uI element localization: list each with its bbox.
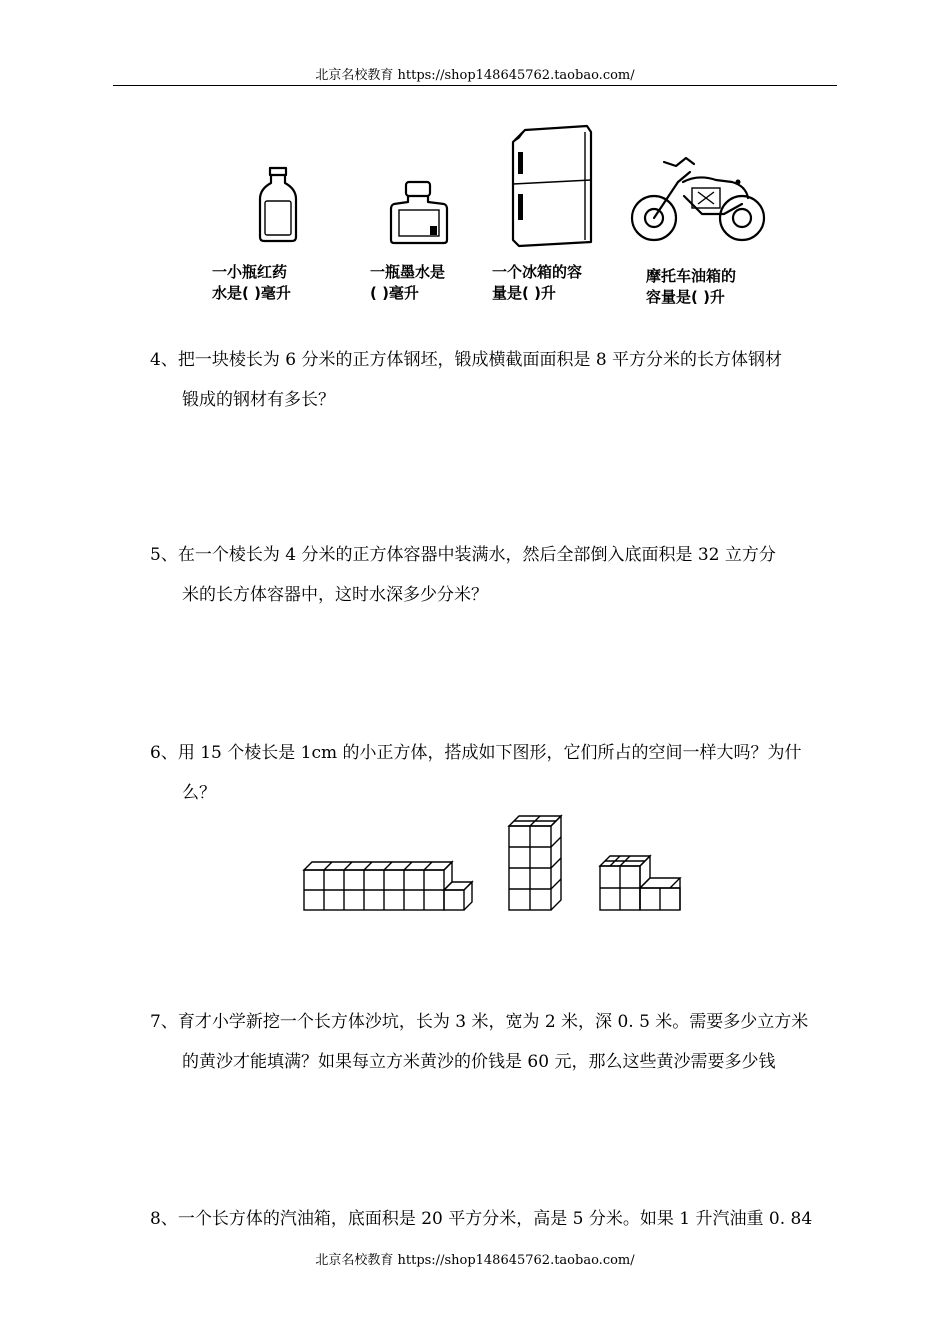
caption-line: 摩托车油箱的: [646, 267, 737, 285]
question-text: 么？: [182, 783, 216, 803]
question-6: [150, 733, 802, 813]
refrigerator-drawing: [505, 122, 595, 250]
question-8: [150, 1199, 812, 1239]
medicine-bottle-drawing: [255, 165, 300, 243]
question-text: 锻成的钢材有多长？: [182, 390, 335, 410]
question-text: 米的长方体容器中，这时水深多少分米？: [182, 585, 488, 605]
caption-medicine: [212, 262, 291, 304]
caption-line: 一瓶墨水是: [370, 263, 446, 281]
question-4: [150, 340, 782, 420]
header-divider: [113, 85, 837, 86]
cube-figure-long: [300, 858, 478, 914]
caption-motorcycle: [646, 266, 736, 308]
ink-bottle-drawing: [388, 180, 450, 246]
question-text: 7、育才小学新挖一个长方体沙坑，长为 3 米，宽为 2 米，深 0. 5 米。需要多少立方米: [150, 1012, 809, 1032]
question-5: [150, 535, 776, 615]
motorcycle-drawing: [628, 152, 770, 244]
caption-line: 容量是( )升: [646, 288, 725, 306]
caption-line: ( )毫升: [370, 284, 419, 302]
cube-figure-stepped: [596, 846, 684, 914]
page-footer: 北京名校教育 https://shop148645762.taobao.com/: [315, 1253, 635, 1268]
question-text: 8、一个长方体的汽油箱，底面积是 20 平方分米，高是 5 分米。如果 1 升汽油重 0. 84: [150, 1209, 813, 1229]
caption-line: 一个冰箱的容: [492, 263, 583, 281]
question-text: 4、把一块棱长为 6 分米的正方体钢坯，锻成横截面面积是 8 平方分米的长方体钢材: [150, 350, 783, 370]
cube-figure-tower: [505, 812, 567, 914]
page-header: 北京名校教育 https://shop148645762.taobao.com/: [315, 68, 635, 83]
question-text: 的黄沙才能填满？如果每立方米黄沙的价钱是 60 元，那么这些黄沙需要多少钱: [182, 1052, 776, 1072]
caption-refrigerator: [492, 262, 582, 304]
caption-ink: [370, 262, 445, 304]
question-7: [150, 1002, 808, 1082]
question-text: 5、在一个棱长为 4 分米的正方体容器中装满水，然后全部倒入底面积是 32 立方分: [150, 545, 776, 565]
caption-line: 一小瓶红药: [212, 263, 288, 281]
caption-line: 水是( )毫升: [212, 284, 291, 302]
caption-line: 量是( )升: [492, 284, 556, 302]
question-text: 6、用 15 个棱长是 1cm 的小正方体，搭成如下图形，它们所占的空间一样大吗？为什: [150, 743, 802, 763]
